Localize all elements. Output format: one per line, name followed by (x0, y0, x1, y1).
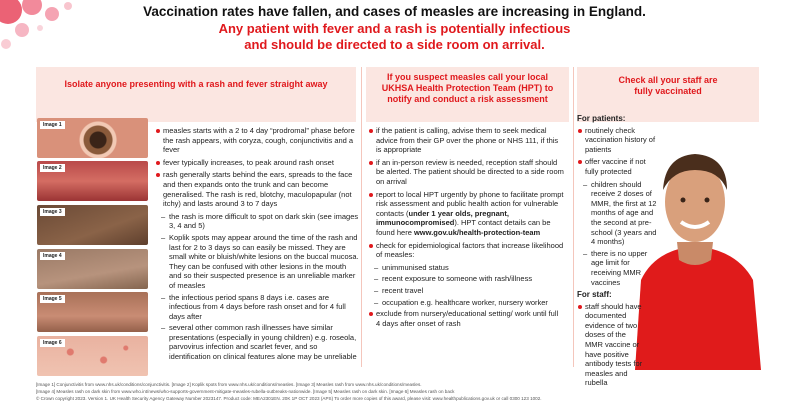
panel-check-staff-title: Check all your staff are fully vaccinated (618, 75, 718, 96)
list-item: measles starts with a 2 to 4 day “prodromal” phase before the rash appears, with coryza, cough, conjunctivitis and a fever (155, 126, 360, 155)
patients-heading: For patients: (577, 114, 626, 123)
list-item: – occupation e.g. healthcare worker, nursery worker (368, 298, 564, 308)
list-item: offer vaccine if not fully protected (577, 157, 657, 176)
panel-isolate (36, 67, 356, 122)
footer: [Image 1] Conjunctivitis from www.nhs.uk/conditions/conjunctivitis. [Image 2] Koplik spots from www.nhs.uk/conditions/measles. [Image 3] Measles rash from www.nhs.uk/conditions/measles. [Image 4] Measles rash on dark skin from www.who.int/news/who-supports-government-mitigate-measles-rubella-outbreaks-nationwide. [Image 5] Measles rash on dark skin. [Image 6] Measles rash on back © Crown copyright 2023. Version 1. UK Health Security Agency Gateway Number 2023147. Product code: MEA2301EN. 20K 1P OCT 2023 (APS) To order more copies of this award, please visit: www.healthpublications.gov.uk or call 0300 123 1002. (36, 382, 542, 401)
image-4-rash-dark-skin: Image 4 (37, 249, 148, 289)
subheadline: Any patient with fever and a rash is potentially infectious and should be directed to a side room on arrival. (218, 21, 571, 52)
image-3-rash-dark-skin: Image 3 (37, 205, 148, 245)
image-5-rash-dark-skin: Image 5 (37, 292, 148, 332)
list-item: fever typically increases, to peak around rash onset (155, 158, 360, 168)
list-item: if the patient is calling, advise them to seek medical advice from their GP over the phone or NHS 111, if this is appropriate (368, 126, 564, 155)
list-item: – unimmunised status (368, 263, 564, 273)
list-item: – the rash is more difficult to spot on dark skin (see images 3, 4 and 5) (155, 212, 360, 231)
image-6-rash-on-back: Image 6 (37, 336, 148, 376)
list-item: staff should have documented evidence of two doses of the MMR vaccine or have positive antibody tests for measles and rubella (577, 302, 645, 388)
list-item: – children should receive 2 doses of MMR, the first at 12 months of age and the second at pre-school (3 years and 4 months) (577, 180, 657, 247)
list-item: – the infectious period spans 8 days i.e. cases are infectious from 4 days before rash onset and for 4 full days after (155, 293, 360, 322)
list-item: check for epidemiological factors that increase likelihood of measles: (368, 241, 564, 260)
list-item: – several other common rash illnesses have similar presentations (especially in young children) e.g. roseola, parvovirus infection and scarlet fever, and so identification on clinical features alone may be unreliable (155, 323, 360, 361)
panel-isolate-title: Isolate anyone presenting with a rash and fever straight away (64, 79, 328, 89)
image-2-koplik-spots: Image 2 (37, 161, 148, 201)
panel-call-hpt-title: If you suspect measles call your local UKHSA Health Protection Team (HPT) to notify and conduct a risk assessment (381, 72, 554, 104)
col-call-hpt-text (368, 126, 564, 331)
list-item: – Koplik spots may appear around the time of the rash and last for 2 to 3 days so can easily be missed. They are small white or bluish/white lesions on the buccal mucosa. They can be confused with other lesions in the mouth and so their suspected presence is an unreliable marker of measles (155, 233, 360, 291)
panel-call-hpt (366, 67, 569, 122)
list-item: – recent exposure to someone with rash/illness (368, 274, 564, 284)
list-item: if an in-person review is needed, reception staff should be alerted. The patient should be directed to a side room on arrival (368, 158, 564, 187)
list-item: routinely check vaccination history of patients (577, 126, 657, 155)
headline: Vaccination rates have fallen, and cases of measles are increasing in England. (143, 4, 646, 19)
col-check-staff-text (577, 114, 657, 391)
list-item: – there is no upper age limit for receiving MMR vaccines (577, 249, 657, 287)
list-item: – recent travel (368, 286, 564, 296)
list-item: report to local HPT urgently by phone to facilitate prompt risk assessment and public health action for vulnerable contacts (under 1 year olds, pregnant, immunocompromised). HPT contact details can be found here www.gov.uk/health-protection-team (368, 190, 564, 238)
col-isolate-text (155, 126, 360, 364)
list-item: exclude from nursery/educational setting/ work until full 4 days after onset of rash (368, 309, 564, 328)
list-item: rash generally starts behind the ears, spreads to the face and then expands onto the trunk and can become generalised. The rash is red, blotchy, maculopapular (not itchy) and lasts around 3 to 7 days (155, 170, 360, 208)
image-1-conjunctivitis: Image 1 (37, 118, 148, 158)
hpt-link[interactable]: www.gov.uk/health-protection-team (413, 227, 541, 237)
staff-heading: For staff: (577, 290, 612, 300)
